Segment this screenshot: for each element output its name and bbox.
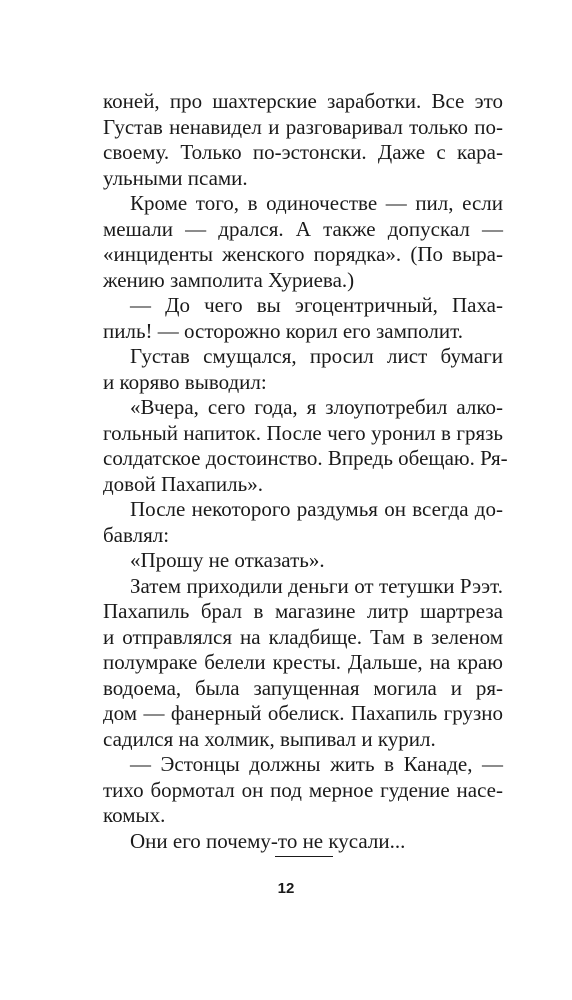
text-line: солдатское достоинство. Впредь обещаю. Ря-: [103, 446, 508, 470]
text-line: Густав смущался, просил лист бумаги: [130, 344, 503, 368]
text-line: жению замполита Хуриева.): [103, 267, 355, 292]
text-line: и отправлялся на кладбище. Там в зеленом: [103, 624, 503, 649]
text-line: и коряво выводил:: [103, 369, 267, 394]
body-text: [103, 89, 508, 854]
text-line: После некоторого раздумья он всегда до-: [130, 497, 503, 521]
text-line: комых.: [103, 803, 166, 827]
text-line: — До чего вы эгоцентричный, Паха-: [130, 293, 503, 317]
section-divider: [275, 856, 333, 857]
text-line: «Вчера, сего года, я злоупотребил алко-: [130, 395, 503, 419]
text-line: гольный напиток. После чего уронил в грязь: [103, 420, 503, 445]
text-line: бавлял:: [103, 522, 170, 547]
text-line: Затем приходили деньги от тетушки Рээт.: [130, 573, 503, 598]
text-line: «инциденты женского порядка». (По выра-: [103, 242, 503, 266]
text-line: довой Пахапиль».: [103, 471, 263, 496]
text-line: садился на холмик, выпивал и курил.: [103, 726, 436, 751]
text-line: Густав ненавидел и разговаривал только по-: [103, 114, 503, 139]
text-line: Кроме того, в одиночестве — пил, если: [130, 191, 503, 215]
text-line: — Эстонцы должны жить в Канаде, —: [130, 752, 503, 776]
text-line: ульными псами.: [103, 165, 248, 190]
text-line: тихо бормотал он под мерное гудение насе-: [103, 777, 503, 802]
text-line: Они его почему-то не кусали...: [130, 828, 406, 853]
page-number: 12: [277, 880, 295, 897]
text-line: мешали — дрался. А также допускал —: [103, 216, 503, 241]
text-line: Пахапиль брал в магазине литр шартреза: [103, 599, 503, 623]
text-line: полумраке белели кресты. Дальше, на краю: [103, 650, 503, 674]
text-line: коней, про шахтерские заработки. Все это: [103, 89, 503, 113]
text-line: водоема, была запущенная могила и ря-: [103, 675, 503, 700]
text-line: дом — фанерный обелиск. Пахапиль грузно: [103, 701, 503, 725]
text-line: своему. Только по-эстонски. Даже с кара-: [103, 140, 503, 164]
text-line: «Прошу не отказать».: [130, 548, 325, 572]
text-line: пиль! — осторожно корил его замполит.: [103, 318, 463, 343]
